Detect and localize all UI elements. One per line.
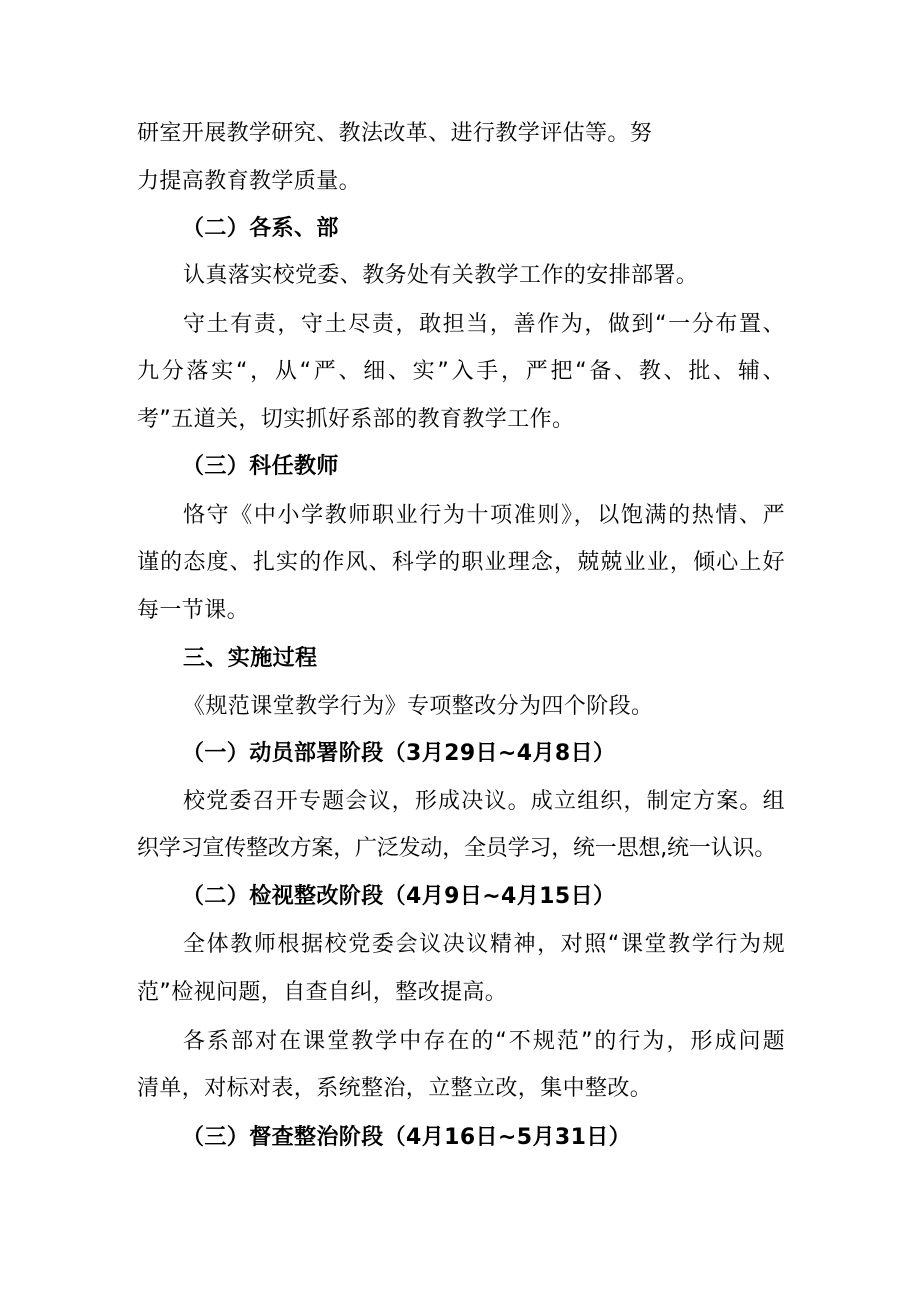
paragraph-line: 力提高教育教学质量。 [137,169,362,194]
paragraph-line: 谨的态度、扎实的作风、科学的职业理念，兢兢业业，倾心上好 [137,550,785,575]
paragraph-line: 清单，对标对表，系统整治，立整立改，集中整改。 [137,1076,653,1101]
paragraph-line: 校党委召开专题会议，形成决议。成立组织，制定方案。组 [183,789,785,814]
paragraph-line: 认真落实校党委、教务处有关教学工作的安排部署。 [183,263,699,288]
paragraph-line: 恪守《中小学教师职业行为十项准则》，以饱满的热情、严 [183,503,785,528]
section-heading-stage2: （二）检视整改阶段（4月9日~4月15日） [182,884,616,909]
paragraph-line: 全体教师根据校党委会议决议精神，对照“课堂教学行为规 [183,932,785,957]
section-heading-teachers: （三）科任教师 [182,454,339,479]
section-heading-process: 三、实施过程 [183,646,318,671]
paragraph-line: 考”五道关，切实抓好系部的教育教学工作。 [137,407,575,432]
paragraph-line: 九分落实“，从“严、细、实”入手，严把“备、教、批、辅、 [137,359,785,384]
paragraph-line: 每一节课。 [137,598,250,623]
paragraph-line: 范”检视问题，自查自纠，整改提高。 [137,980,508,1005]
paragraph-line: 守土有责，守土尽责，敢担当，善作为，做到“一分布置、 [183,312,785,337]
paragraph-line: 研室开展教学研究、教法改革、进行教学评估等。努 [137,121,653,146]
paragraph-line: 织学习宣传整改方案，广泛发动，全员学习，统一思想,统一认识。 [137,836,776,861]
section-heading-departments: （二）各系、部 [182,216,339,241]
paragraph-line: 《规范课堂教学行为》专项整改分为四个阶段。 [183,694,654,719]
paragraph-line: 各系部对在课堂教学中存在的“不规范”的行为，形成问题 [183,1029,785,1054]
section-heading-stage1: （一）动员部署阶段（3月29日~4月8日） [182,741,616,766]
section-heading-stage3: （三）督查整治阶段（4月16日~5月31日） [182,1125,632,1150]
